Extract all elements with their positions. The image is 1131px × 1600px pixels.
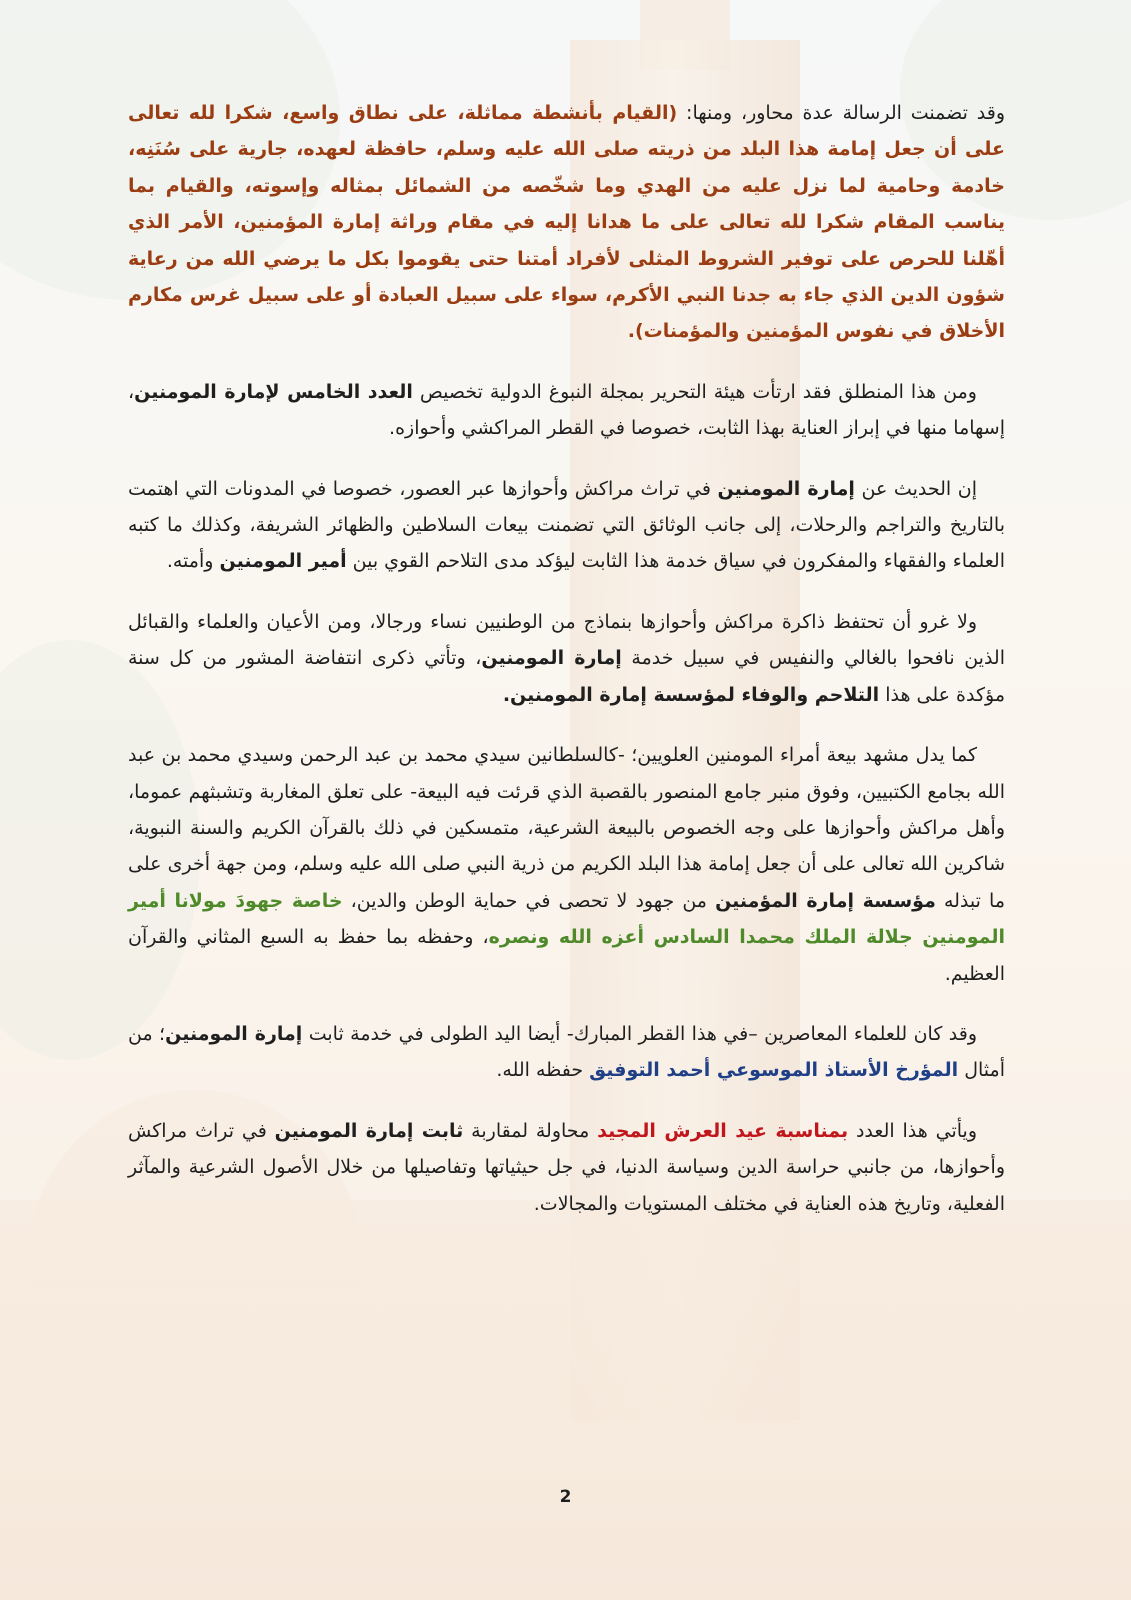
bold-phrase: مؤسسة إمارة المؤمنين [715,889,936,912]
paragraph-text: محاولة لمقاربة [463,1119,598,1142]
throne-day-phrase: بمناسبة عيد العرش المجيد [597,1119,849,1142]
paragraph-text: وقد تضمنت الرسالة عدة محاور، ومنها: [677,102,1006,124]
paragraph-memory [128,604,1005,713]
document-body [128,95,1005,1246]
bold-phrase: إمارة المومنين [717,477,855,500]
paragraph-text: ولا غرو أن تحتفظ ذاكرة مراكش وأحوازها بنماذج من الوطنيين نساء ورجالا، ومن الأعيان والعلماء والقبائل الذين نافحوا بالغالي والنفيس في سبيل خدمة [128,610,1005,670]
paragraph-text: حفظه الله. [496,1059,590,1082]
paragraph-text: ؛ من أمثال [128,1022,1005,1082]
paragraph-text: في تراث مراكش وأحوازها، من جانبي حراسة الدين وسياسة الدنيا، في جل حيثياتها وتفاصيلها من خلال الأصول الشرعية والمآثر الفعلية، وتاريخ هذه العناية في مختلف المستويات والمجالات. [128,1119,1005,1215]
paragraph-letter-axes [128,95,1005,350]
paragraph-text: وقد كان للعلماء المعاصرين –في هذا القطر المبارك- أيضا اليد الطولى في خدمة ثابت [302,1022,977,1045]
paragraph-text: من جهود لا تحصى في حماية الوطن والدين، [342,889,716,912]
bold-phrase: أمير المومنين [219,550,347,573]
bold-phrase: إمارة المومنين [481,647,622,670]
paragraph-text: ، وتأتي ذكرى انتفاضة المشور من كل سنة مؤكدة على هذا [128,647,1005,706]
paragraph-scholars [128,1016,1005,1089]
paragraph-editorial-decision [128,374,1005,447]
paragraph-text: ويأتي هذا العدد [848,1119,978,1142]
bold-phrase: ثابت إمارة المومنين [274,1119,464,1142]
paragraph-text: ومن هذا المنطلق فقد ارتأت هيئة التحرير بمجلة النبوغ الدولية تخصيص [412,380,977,403]
paragraph-text: في تراث مراكش وأحوازها عبر العصور، خصوصا في المدونات التي اهتمت بالتاريخ والتراجم والرحلات، إلى جانب الوثائق التي تضمنت بيعات السلاطين والظهائر الشريفة، وكذلك ما كتبه العلماء والفقهاء والمفكرون في سياق خدمة هذا الثابت ليؤكد مدى التلاحم القوي بين [128,477,1005,573]
page-number: 2 [559,1487,572,1507]
paragraph-text: ، إسهاما منها في إبراز العناية بهذا الثابت، خصوصا في القطر المراكشي وأحوازه. [128,380,1005,440]
king-tribute-phrase: خاصة جهودَ مولانا أمير المومنين جلالة الملك محمدا السادس أعزه الله ونصره [128,889,1005,949]
paragraph-text: وأمته. [166,550,220,573]
paragraph-heritage [128,471,1005,580]
bold-phrase: العدد الخامس لإمارة المومنين [134,380,413,403]
paragraph-text: ، وحفظه بما حفظ به السبع المثاني والقرآن العظيم. [128,926,1005,985]
paragraph-text: كما يدل مشهد بيعة أمراء المومنين العلويين؛ -كالسلطانين سيدي محمد بن عبد الرحمن وسيدي محمد بن عبد الله بجامع الكتبيين، وفوق منبر جامع المنصور بالقصبة الذي قرئت فيه البيعة- على تعلق المغاربة وتشبثهم عموما، وأهل مراكش وأحوازها على وجه الخصوص بالبيعة الشرعية، متمسكين في ذلك بالقرآن الكريم والسنة النبوية، شاكرين الله تعالى على أن جعل إمامة هذا البلد الكريم من ذرية النبي صلى الله عليه وسلم، ومن جهة أخرى على ما تبذله [128,744,1005,912]
royal-letter-quote: (القيام بأنشطة مماثلة، على نطاق واسع، شكرا لله تعالى على أن جعل إمامة هذا البلد من ذريته صلى الله عليه وسلم، حافظة لعهده، جارية على سُنَنِه، خادمة وحامية لما نزل عليه من الهدي وما شخّصه من الشمائل بمثاله وإسوته، والقيام بما يناسب المقام شكرا لله تعالى على ما هدانا إليه في مقام وراثة إمارة المؤمنين، الأمر الذي أهّلنا للحرص على توفير الشروط المثلى لأفراد أمتنا حتى يقوموا بكل ما يرضي الله من رعاية شؤون الدين الذي جاء به جدنا النبي الأكرم، سواء على سبيل العبادة أو على سبيل غرس مكارم الأخلاق في نفوس المؤمنين والمؤمنات). [128,102,1005,343]
bold-phrase: إمارة المومنين [165,1022,303,1045]
paragraph-allegiance [128,737,1005,992]
bold-phrase: التلاحم والوفاء لمؤسسة إمارة المومنين. [502,683,880,706]
paragraph-text: إن الحديث عن [854,477,977,500]
paragraph-issue-occasion [128,1113,1005,1222]
scholar-name: المؤرخ الأستاذ الموسوعي أحمد التوفيق [589,1059,959,1082]
